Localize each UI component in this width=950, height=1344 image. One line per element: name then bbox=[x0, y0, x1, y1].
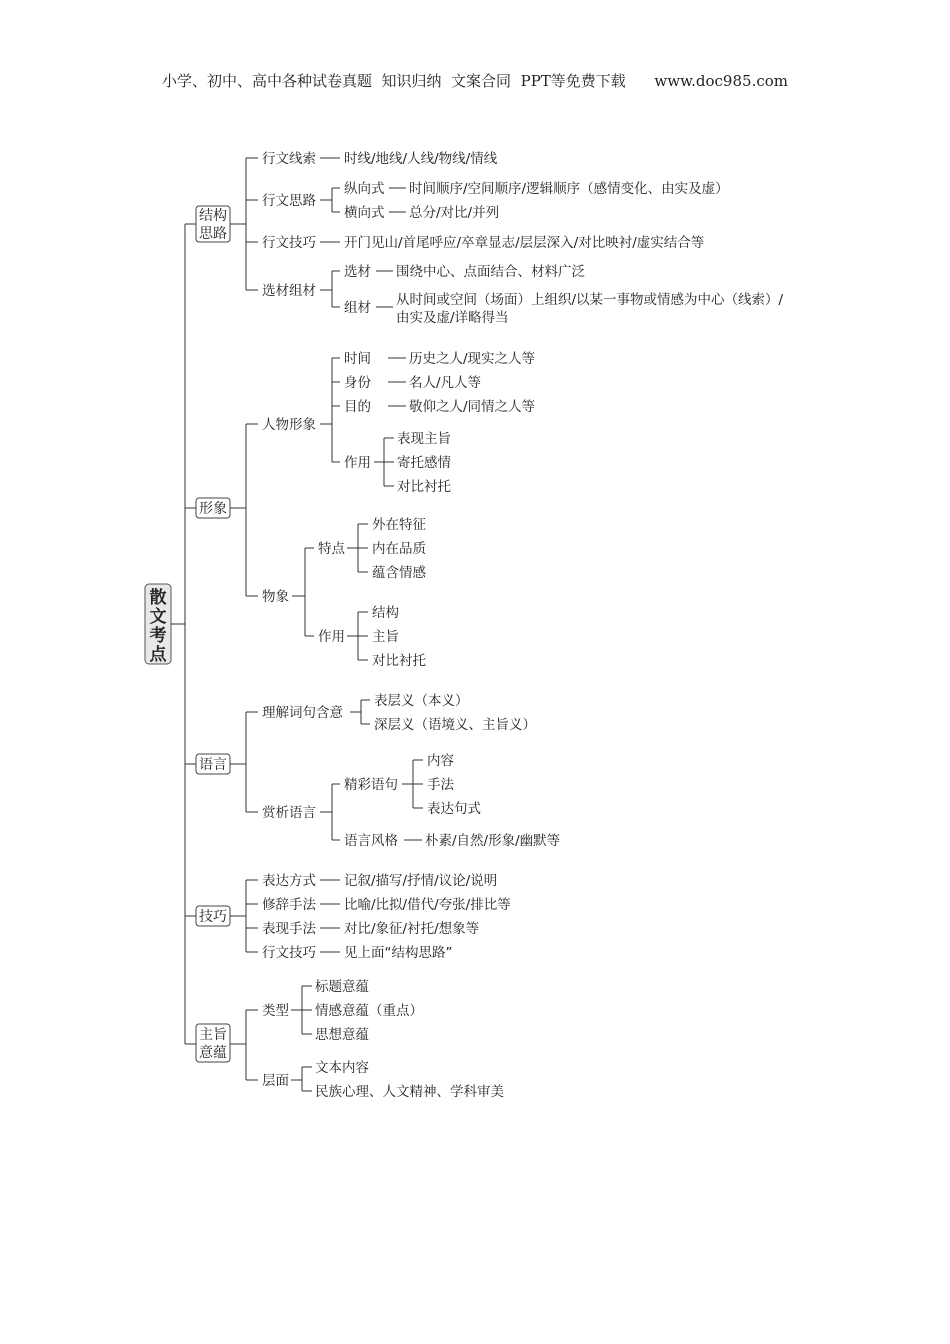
list-item: 表达句式 bbox=[427, 801, 481, 817]
image-b2-c2-label: 作用 bbox=[318, 629, 345, 645]
list-item: 情感意蕴（重点） bbox=[315, 1003, 423, 1019]
image-b1-c3-label: 目的 bbox=[344, 399, 371, 415]
list-item: 内容 bbox=[427, 753, 454, 769]
image-b2-c1-label: 特点 bbox=[318, 541, 345, 557]
language-b1-label: 理解词句含意 bbox=[262, 705, 343, 721]
image-b1-c1-label: 时间 bbox=[344, 351, 371, 367]
language-b2-c1-label: 精彩语句 bbox=[344, 777, 398, 793]
list-item: 蕴含情感 bbox=[372, 565, 426, 581]
image-b1-c2-label: 身份 bbox=[344, 375, 371, 391]
theme-b2-label: 层面 bbox=[262, 1073, 289, 1089]
technique-row-label: 修辞手法 bbox=[262, 897, 316, 913]
image-label: 形象 bbox=[199, 501, 227, 517]
structure-b2-bracket bbox=[320, 188, 340, 212]
technique-row-label: 表现手法 bbox=[262, 921, 316, 937]
structure-b1-detail: 时线/地线/人线/物线/情线 bbox=[344, 151, 498, 167]
structure-b2-c2-detail: 总分/对比/并列 bbox=[409, 205, 500, 221]
structure-b4-c1-detail: 围绕中心、点面结合、材料广泛 bbox=[396, 264, 585, 280]
theme-b1-label: 类型 bbox=[262, 1003, 289, 1019]
image-b1-c4-bracket bbox=[374, 438, 394, 486]
language-bracket bbox=[230, 712, 258, 812]
structure-bracket bbox=[230, 158, 258, 290]
root-label bbox=[150, 587, 168, 665]
image-bracket bbox=[230, 424, 258, 596]
technique-label: 技巧 bbox=[199, 909, 227, 925]
language-b2-c2-detail: 朴素/自然/形象/幽默等 bbox=[425, 833, 561, 849]
image-b2-label: 物象 bbox=[262, 589, 289, 605]
structure-b2-c2-label: 横向式 bbox=[344, 205, 385, 221]
technique-row-label: 表达方式 bbox=[262, 873, 316, 889]
language-b2-label: 赏析语言 bbox=[262, 805, 316, 821]
structure-b4-label: 选材组材 bbox=[262, 283, 316, 299]
structure-b4-c2-label: 组材 bbox=[344, 300, 371, 316]
technique-row-detail: 见上面“结构思路” bbox=[344, 945, 453, 961]
technique-row-label: 行文技巧 bbox=[262, 945, 316, 961]
list-item: 表层义（本义） bbox=[374, 693, 469, 709]
theme-label-line1: 主旨 bbox=[199, 1027, 227, 1043]
language-label: 语言 bbox=[199, 757, 227, 773]
theme-b2-bracket bbox=[291, 1067, 312, 1091]
image-b1-bracket bbox=[320, 358, 340, 462]
image-b1-label: 人物形象 bbox=[262, 417, 316, 433]
list-item: 对比衬托 bbox=[397, 479, 451, 495]
structure-b4-c2-detail1: 从时间或空间（场面）上组织/以某一事物或情感为中心（线索）/ bbox=[396, 292, 784, 308]
image-b1-c1-detail: 历史之人/现实之人等 bbox=[409, 351, 536, 367]
image-b2-c1-bracket bbox=[347, 524, 368, 572]
list-item: 结构 bbox=[372, 605, 399, 621]
technique-row-detail: 记叙/描写/抒情/议论/说明 bbox=[344, 873, 498, 889]
structure-label-line2: 思路 bbox=[199, 226, 227, 242]
list-item: 文本内容 bbox=[315, 1060, 369, 1076]
technique-bracket bbox=[230, 880, 258, 952]
theme-label-line2: 意蕴 bbox=[199, 1045, 227, 1061]
image-b2-bracket bbox=[292, 548, 314, 636]
language-b2-bracket bbox=[320, 784, 340, 840]
root-char: 点 bbox=[149, 645, 167, 665]
structure-b2-c1-label: 纵向式 bbox=[344, 181, 385, 197]
structure-b1-label: 行文线索 bbox=[262, 151, 316, 167]
list-item: 深层义（语境义、主旨义） bbox=[374, 717, 536, 733]
image-b1-c4-label: 作用 bbox=[344, 455, 371, 471]
root-char: 散 bbox=[149, 588, 167, 608]
language-b1-bracket bbox=[350, 700, 370, 724]
list-item: 外在特征 bbox=[372, 517, 426, 533]
image-b1-c2-detail: 名人/凡人等 bbox=[409, 375, 482, 391]
theme-b1-bracket bbox=[291, 986, 312, 1034]
language-b2-c2-label: 语言风格 bbox=[344, 833, 398, 849]
list-item: 民族心理、人文精神、学科审美 bbox=[315, 1084, 504, 1100]
root-bracket bbox=[171, 224, 196, 1044]
root-char: 文 bbox=[149, 607, 167, 627]
theme-bracket bbox=[230, 1010, 258, 1080]
structure-b4-c2-detail2: 由实及虚/详略得当 bbox=[396, 310, 509, 326]
list-item: 表现主旨 bbox=[397, 431, 451, 447]
structure-b2-c1-detail: 时间顺序/空间顺序/逻辑顺序（感情变化、由实及虚） bbox=[409, 181, 729, 197]
technique-row-detail: 对比/象征/衬托/想象等 bbox=[344, 921, 480, 937]
root-char: 考 bbox=[149, 626, 167, 646]
list-item: 对比衬托 bbox=[372, 653, 426, 669]
structure-b4-c1-label: 选材 bbox=[344, 264, 371, 280]
language-b2-c1-bracket bbox=[402, 760, 423, 808]
technique-row-detail: 比喻/比拟/借代/夸张/排比等 bbox=[344, 897, 511, 913]
structure-label-line1: 结构 bbox=[199, 208, 227, 224]
page-header: 小学、初中、高中各种试卷真题 知识归纳 文案合同 PPT等免费下载 www.doc985.com bbox=[161, 72, 788, 90]
list-item: 寄托感情 bbox=[397, 455, 451, 471]
structure-b3-detail: 开门见山/首尾呼应/卒章显志/层层深入/对比映衬/虚实结合等 bbox=[344, 235, 705, 251]
list-item: 手法 bbox=[427, 777, 454, 793]
structure-b3-label: 行文技巧 bbox=[262, 235, 316, 251]
image-b1-c3-detail: 敬仰之人/同情之人等 bbox=[409, 399, 536, 415]
list-item: 内在品质 bbox=[372, 541, 426, 557]
list-item: 标题意蕴 bbox=[315, 979, 369, 995]
structure-b2-label: 行文思路 bbox=[262, 193, 316, 209]
list-item: 思想意蕴 bbox=[315, 1027, 369, 1043]
image-b2-c2-bracket bbox=[347, 612, 368, 660]
structure-b4-bracket bbox=[320, 271, 340, 307]
list-item: 主旨 bbox=[372, 629, 399, 645]
